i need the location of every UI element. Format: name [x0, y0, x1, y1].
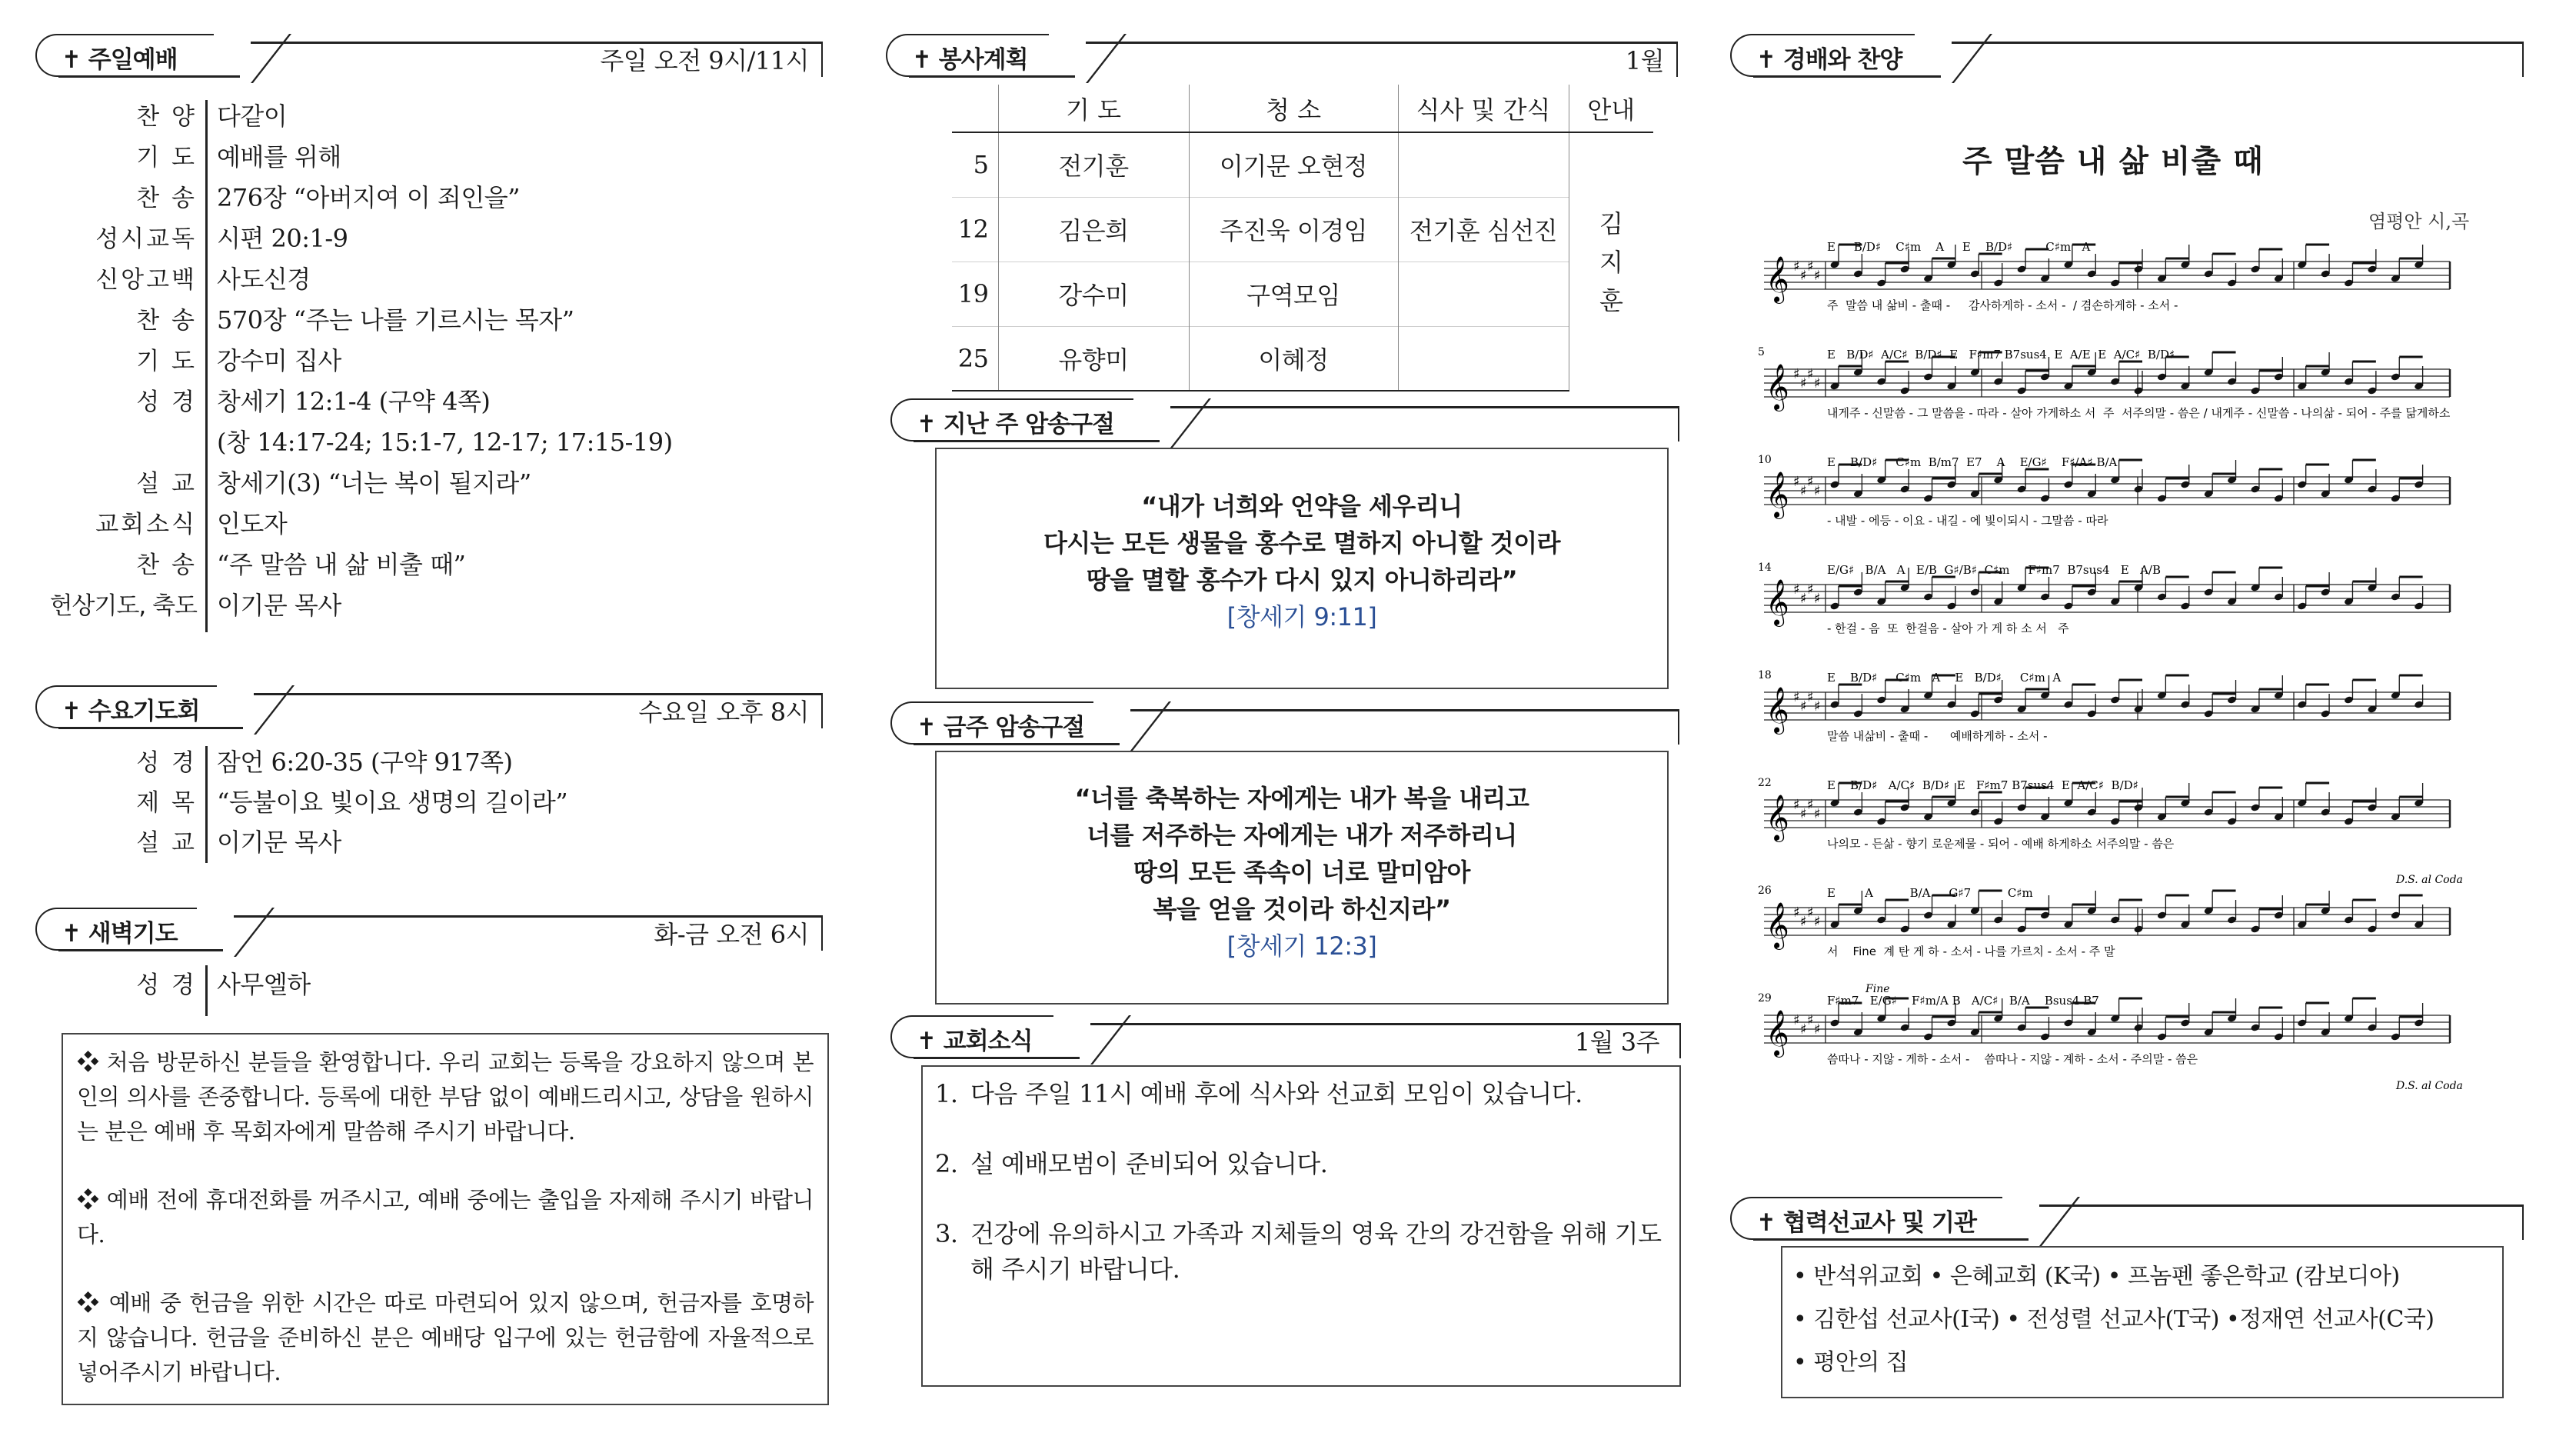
order-label: 찬 송: [136, 551, 197, 579]
order-value: 이기문 목사: [217, 828, 341, 857]
order-value: 강수미 집사: [217, 346, 341, 375]
news-item: [935, 1146, 1664, 1181]
missions-header: [1730, 1197, 2524, 1240]
this-week-verse-box: [935, 751, 1669, 1005]
sharp-icon: ♯: [1814, 806, 1821, 822]
mission-line: • 평안의 집: [1793, 1349, 1909, 1376]
sheet-music: [1758, 223, 2465, 1092]
order-label: 기 도: [136, 348, 197, 375]
dawn-order: [0, 965, 823, 1019]
sharp-icon: ♯: [1793, 258, 1800, 275]
col-header-guide: 안내: [1569, 85, 1653, 132]
sharp-icon: ♯: [1800, 698, 1807, 715]
welcome-note: ❖ 처음 방문하신 분들을 환영합니다. 우리 교회는 등록을 강요하지 않으며 본인의 의사를 존중합니다. 등록에 대한 부담 없이 예배드리시고, 상담을 원하시는 분은 예배 후 목회자에게 말씀해 주시기 바랍니다.: [77, 1049, 814, 1144]
row-meal: [1398, 326, 1569, 391]
sunday-header-topline: [251, 42, 823, 44]
chord-line: E B/D♯ A/C♯ B/D♯ E F♯m7 B7sus4 E A/C♯ B/D♯: [1827, 778, 2138, 792]
lyric-line: 말씀 내삶비 - 출때 - 예배하게하 - 소서 -: [1827, 729, 2048, 743]
order-value: 276장 “아버지여 이 죄인을”: [217, 183, 521, 212]
mission-line: • 김한섭 선교사(I국) • 전성렬 선교사(T국) •정재연 선교사(C국): [1793, 1306, 2435, 1333]
wednesday-time: 수요일 오후 8시: [638, 698, 809, 727]
row-date: 12: [952, 197, 998, 262]
row-prayer: 유향미: [998, 326, 1189, 391]
service-plan-header: [886, 34, 1678, 77]
sharp-icon: ♯: [1793, 905, 1800, 921]
verse-reference: [창세기 9:11]: [1226, 602, 1377, 631]
order-value: 창세기(3) “너는 복이 될지라”: [217, 468, 531, 498]
music-system: [1758, 885, 2450, 958]
guide-char: 김: [1599, 208, 1623, 238]
order-label: 설 교: [136, 829, 197, 857]
service-plan-month: 1월: [1625, 46, 1664, 75]
row-prayer: 김은희: [998, 197, 1189, 262]
chord-line: E B/D♯ C♯m B/m7 E7 A E/G♯ F♯/A♯ B/A: [1827, 455, 2118, 469]
order-value: 시편 20:1-9: [217, 224, 348, 253]
verse-line: 땅을 멸할 홍수가 다시 있지 아니하리라”: [1086, 565, 1518, 595]
order-label: 교회소식: [95, 511, 197, 538]
order-row: [0, 783, 815, 823]
song-title: 주 말씀 내 삶 비출 때: [1962, 144, 2264, 179]
music-system: [1758, 346, 2451, 420]
sharp-icon: ♯: [1793, 1012, 1800, 1028]
verse-line: 다시는 모든 생물을 홍수로 멸하지 아니할 것이라: [1043, 528, 1561, 558]
chord-line: E/G♯ B/A A E/B G♯/B♯ C♯m F♯m7 B7sus4 E A/B: [1827, 563, 2161, 577]
treble-clef-icon: 𝄞: [1766, 795, 1789, 841]
sharp-icon: ♯: [1800, 914, 1807, 930]
sharp-icon: ♯: [1793, 797, 1800, 813]
lyric-line: 주 말씀 내 삶비 - 출때 - 감사하게하 - 소서 - / 겸손하게하 - 소서 -: [1827, 298, 2178, 312]
sharp-icon: ♯: [1800, 375, 1807, 391]
order-value: 다같이: [217, 102, 288, 131]
service-plan-table: [952, 85, 1653, 391]
table-row: [952, 132, 1653, 197]
measure-number: 5: [1758, 346, 1765, 358]
order-row: [0, 382, 815, 422]
sharp-icon: ♯: [1807, 474, 1814, 490]
order-row: [0, 138, 815, 178]
sharp-icon: ♯: [1814, 268, 1821, 284]
sunday-header-underline: [58, 75, 240, 78]
row-date: 5: [952, 132, 998, 197]
news-item: [935, 1076, 1664, 1111]
treble-clef-icon: 𝄞: [1766, 579, 1789, 625]
order-row: [0, 743, 815, 783]
measure-number: 22: [1758, 777, 1772, 789]
order-row: [0, 505, 815, 545]
news-item-number: 3.: [935, 1219, 958, 1248]
order-row: [0, 823, 815, 863]
order-row: [0, 301, 815, 341]
measure-number: 29: [1758, 992, 1772, 1005]
wednesday-title: ✝ 수요기도회: [62, 698, 200, 725]
sharp-icon: ♯: [1793, 581, 1800, 598]
order-label: 찬 양: [136, 103, 197, 131]
order-label: 성 경: [136, 749, 197, 777]
sharp-icon: ♯: [1814, 591, 1821, 607]
worship-song-title: ✝ 경배와 찬양: [1756, 46, 1902, 74]
wednesday-header: [35, 685, 823, 728]
order-value: 570장 “주는 나를 기르시는 목자”: [217, 305, 574, 335]
verse-line: “내가 너희와 언약을 세우리니: [1141, 491, 1463, 521]
row-cleaning: 구역모임: [1189, 262, 1398, 326]
music-system: [1758, 454, 2450, 528]
col-header-meal: 식사 및 간식: [1398, 85, 1569, 132]
row-cleaning: 주진욱 이경임: [1189, 197, 1398, 262]
chord-line: E B/D♯ C♯m A E B/D♯ C♯m A: [1827, 240, 2091, 254]
sharp-icon: ♯: [1807, 258, 1814, 275]
verse-line: 복을 얻을 것이라 하신지라”: [1153, 895, 1451, 924]
music-system: [1758, 561, 2450, 635]
order-value: 잠언 6:20-35 (구약 917쪽): [217, 748, 513, 777]
last-week-verse-title: ✝ 지난 주 암송구절: [917, 411, 1114, 438]
treble-clef-icon: 𝄞: [1766, 687, 1789, 733]
order-label: 헌상기도, 축도: [49, 592, 197, 620]
church-news-header: [890, 1015, 1681, 1058]
music-system: [1758, 669, 2450, 743]
news-item-number: 2.: [935, 1149, 958, 1178]
church-news-title: ✝ 교회소식: [917, 1028, 1033, 1055]
dawn-time: 화-금 오전 6시: [654, 920, 809, 949]
guide-cell: [1569, 132, 1653, 391]
order-label: 성 경: [136, 388, 197, 416]
guide-char: 훈: [1599, 285, 1623, 315]
measure-number: 26: [1758, 885, 1772, 897]
treble-clef-icon: 𝄞: [1766, 902, 1789, 948]
sharp-icon: ♯: [1800, 268, 1807, 284]
order-label: 제 목: [136, 789, 197, 817]
sunday-order: [0, 97, 823, 635]
order-label: 신앙고백: [95, 266, 197, 294]
welcome-note: ❖ 예배 전에 휴대전화를 꺼주시고, 예배 중에는 출입을 자제해 주시기 바랍니다.: [77, 1187, 814, 1248]
last-week-verse-header: [890, 398, 1679, 441]
sharp-icon: ♯: [1800, 591, 1807, 607]
treble-clef-icon: 𝄞: [1766, 256, 1789, 302]
measure-number: 10: [1758, 454, 1772, 466]
order-label: 찬 송: [136, 185, 197, 212]
order-row: [0, 464, 815, 504]
mission-line: • 반석위교회 • 은혜교회 (K국) • 프놈펜 좋은학교 (캄보디아): [1793, 1263, 2400, 1290]
treble-clef-icon: 𝄞: [1766, 1010, 1789, 1056]
col-header-prayer: 기 도: [998, 85, 1189, 132]
sharp-icon: ♯: [1807, 797, 1814, 813]
music-system: [1764, 240, 2450, 312]
sharp-icon: ♯: [1800, 483, 1807, 499]
order-value: 인도자: [217, 509, 288, 538]
treble-clef-icon: 𝄞: [1766, 471, 1789, 518]
music-annotation: Fine: [1865, 983, 1890, 995]
verse-line: “너를 축복하는 자에게는 내가 복을 내리고: [1074, 784, 1529, 813]
sharp-icon: ♯: [1807, 581, 1814, 598]
sunday-title: ✝ 주일예배: [62, 46, 178, 74]
lyric-line: 내게주 - 신말씀 - 그 말씀을 - 따라 - 살아 가게하소 서 주 서주의말 - 씀은 / 내게주 - 신말씀 - 나의삶 - 되어 - 주를 닮게하소: [1827, 406, 2451, 420]
sharp-icon: ♯: [1807, 905, 1814, 921]
this-week-verse-header: [890, 701, 1679, 745]
order-label: 성 경: [136, 971, 197, 999]
news-item-number: 1.: [935, 1079, 958, 1108]
church-news-box: [921, 1065, 1681, 1387]
guide-char: 지: [1599, 247, 1623, 277]
row-date: 19: [952, 262, 998, 326]
order-value: “등불이요 빛이요 생명의 길이라”: [217, 788, 568, 817]
service-plan-header-row: [952, 85, 1653, 132]
sharp-icon: ♯: [1814, 483, 1821, 499]
music-annotation: D.S. al Coda: [2396, 874, 2463, 886]
order-value: “주 말씀 내 삶 비출 때”: [217, 550, 466, 579]
chord-line: F♯m7 E/G♯ F♯m/A B A/C♯ B/A Bsus4 B7: [1827, 994, 2099, 1008]
treble-clef-icon: 𝄞: [1766, 364, 1789, 410]
last-week-verse-box: [935, 448, 1669, 689]
worship-song-header: [1730, 34, 2524, 77]
order-row: [0, 178, 815, 218]
sunday-time: 주일 오전 9시/11시: [600, 46, 809, 75]
order-row: [0, 423, 815, 463]
sharp-icon: ♯: [1814, 1021, 1821, 1038]
order-label: 기 도: [136, 144, 197, 172]
order-row: [0, 965, 815, 1005]
order-value: 창세기 12:1-4 (구약 4쪽): [217, 387, 491, 416]
sharp-icon: ♯: [1800, 806, 1807, 822]
news-item-text: 다음 주일 11시 예배 후에 식사와 선교회 모임이 있습니다.: [970, 1079, 1583, 1108]
row-prayer: 강수미: [998, 262, 1189, 326]
sharp-icon: ♯: [1807, 689, 1814, 705]
welcome-notice-box: [62, 1033, 829, 1405]
row-cleaning: 이혜정: [1189, 326, 1398, 391]
sunday-header: [35, 34, 823, 77]
lyric-line: 나의모 - 든삶 - 향기 로운제물 - 되어 - 예배 하게하소 서주의말 - 씀은: [1827, 837, 2175, 851]
sharp-icon: ♯: [1793, 366, 1800, 382]
sharp-icon: ♯: [1807, 1012, 1814, 1028]
col-header-cleaning: 청 소: [1189, 85, 1398, 132]
table-row: [952, 326, 1653, 391]
lyric-line: 씀따나 - 지않 - 게하 - 소서 - 씀따나 - 지않 - 계하 - 소서 - 주의말 - 씀은: [1827, 1052, 2198, 1066]
sunday-header-right-bar: [821, 42, 824, 77]
lyric-line: 서 Fine 계 탄 게 하 - 소서 - 나를 가르치 - 소서 - 주 말: [1827, 945, 2115, 958]
measure-number: 14: [1758, 561, 1772, 574]
order-value: (창 14:17-24; 15:1-7, 12-17; 17:15-19): [217, 428, 673, 457]
sharp-icon: ♯: [1814, 914, 1821, 930]
service-plan-title: ✝ 봉사계획: [912, 46, 1028, 74]
lyric-line: - 한걸 - 음 또 한걸음 - 살아 가 게 하 소 서 주: [1827, 621, 2069, 635]
row-meal: 전기훈 심선진: [1398, 197, 1569, 262]
table-row: [952, 262, 1653, 326]
sharp-icon: ♯: [1800, 1021, 1807, 1038]
order-value: 사무엘하: [217, 970, 311, 999]
sharp-icon: ♯: [1807, 366, 1814, 382]
news-item: [935, 1216, 1664, 1287]
news-item-text: 설 예배모범이 준비되어 있습니다.: [970, 1149, 1328, 1178]
song-composer: 염평안 시,곡: [2368, 211, 2470, 232]
dawn-title: ✝ 새벽기도: [62, 920, 178, 948]
missions-title: ✝ 협력선교사 및 기관: [1756, 1209, 1976, 1237]
measure-number: 18: [1758, 669, 1772, 681]
wednesday-order: [0, 743, 823, 866]
dawn-header: [35, 908, 823, 951]
order-value: 이기문 목사: [217, 591, 341, 620]
order-row: [0, 342, 815, 381]
order-row: [0, 545, 815, 585]
chord-line: E A B/A G♯7 C♯m: [1827, 886, 2033, 900]
order-value: 예배를 위해: [217, 142, 341, 172]
order-row: [0, 260, 815, 300]
order-row: [0, 97, 815, 137]
verse-reference: [창세기 12:3]: [1226, 931, 1377, 961]
news-item-text: 건강에 유의하시고 가족과 지체들의 영육 간의 강건함을 위해 기도해 주시기 바랍니다.: [970, 1219, 1662, 1284]
row-cleaning: 이기문 오현정: [1189, 132, 1398, 197]
verse-line: 땅의 모든 족속이 너로 말미암아: [1133, 858, 1470, 887]
order-row: [0, 586, 815, 626]
row-date: 25: [952, 326, 998, 391]
table-row: [952, 197, 1653, 262]
row-meal: [1398, 262, 1569, 326]
this-week-verse-title: ✝ 금주 암송구절: [917, 714, 1085, 741]
sharp-icon: ♯: [1814, 375, 1821, 391]
sharp-icon: ♯: [1814, 698, 1821, 715]
chord-line: E B/D♯ C♯m A E B/D♯ C♯m A: [1827, 671, 2062, 685]
order-row: [0, 219, 815, 259]
order-label: 성시교독: [95, 225, 197, 253]
lyric-line: - 내발 - 에등 - 이요 - 내길 - 에 빛이되시 - 그말씀 - 따라: [1827, 514, 2108, 528]
order-label: 설 교: [136, 470, 197, 498]
music-system: [1758, 992, 2450, 1066]
sharp-icon: ♯: [1793, 689, 1800, 705]
music-annotation: D.S. al Coda: [2396, 1080, 2463, 1092]
missions-box: [1781, 1246, 2504, 1398]
row-prayer: 전기훈: [998, 132, 1189, 197]
order-value: 사도신경: [217, 265, 311, 294]
row-meal: [1398, 132, 1569, 197]
order-label: 찬 송: [136, 307, 197, 335]
welcome-note: ❖ 예배 중 헌금을 위한 시간은 따로 마련되어 있지 않으며, 헌금자를 호명하지 않습니다. 헌금을 준비하신 분은 예배당 입구에 있는 헌금함에 자율적으로 넣어주시기 바랍니다.: [77, 1290, 814, 1385]
music-system: [1758, 777, 2450, 851]
church-news-week: 1월 3주: [1574, 1028, 1659, 1057]
sharp-icon: ♯: [1793, 474, 1800, 490]
chord-line: E B/D♯ A/C♯ B/D♯ E F♯m7 B7sus4 E A/E E A/C♯ B/D♯: [1827, 348, 2175, 362]
verse-line: 너를 저주하는 자에게는 내가 저주하리니: [1087, 821, 1517, 850]
